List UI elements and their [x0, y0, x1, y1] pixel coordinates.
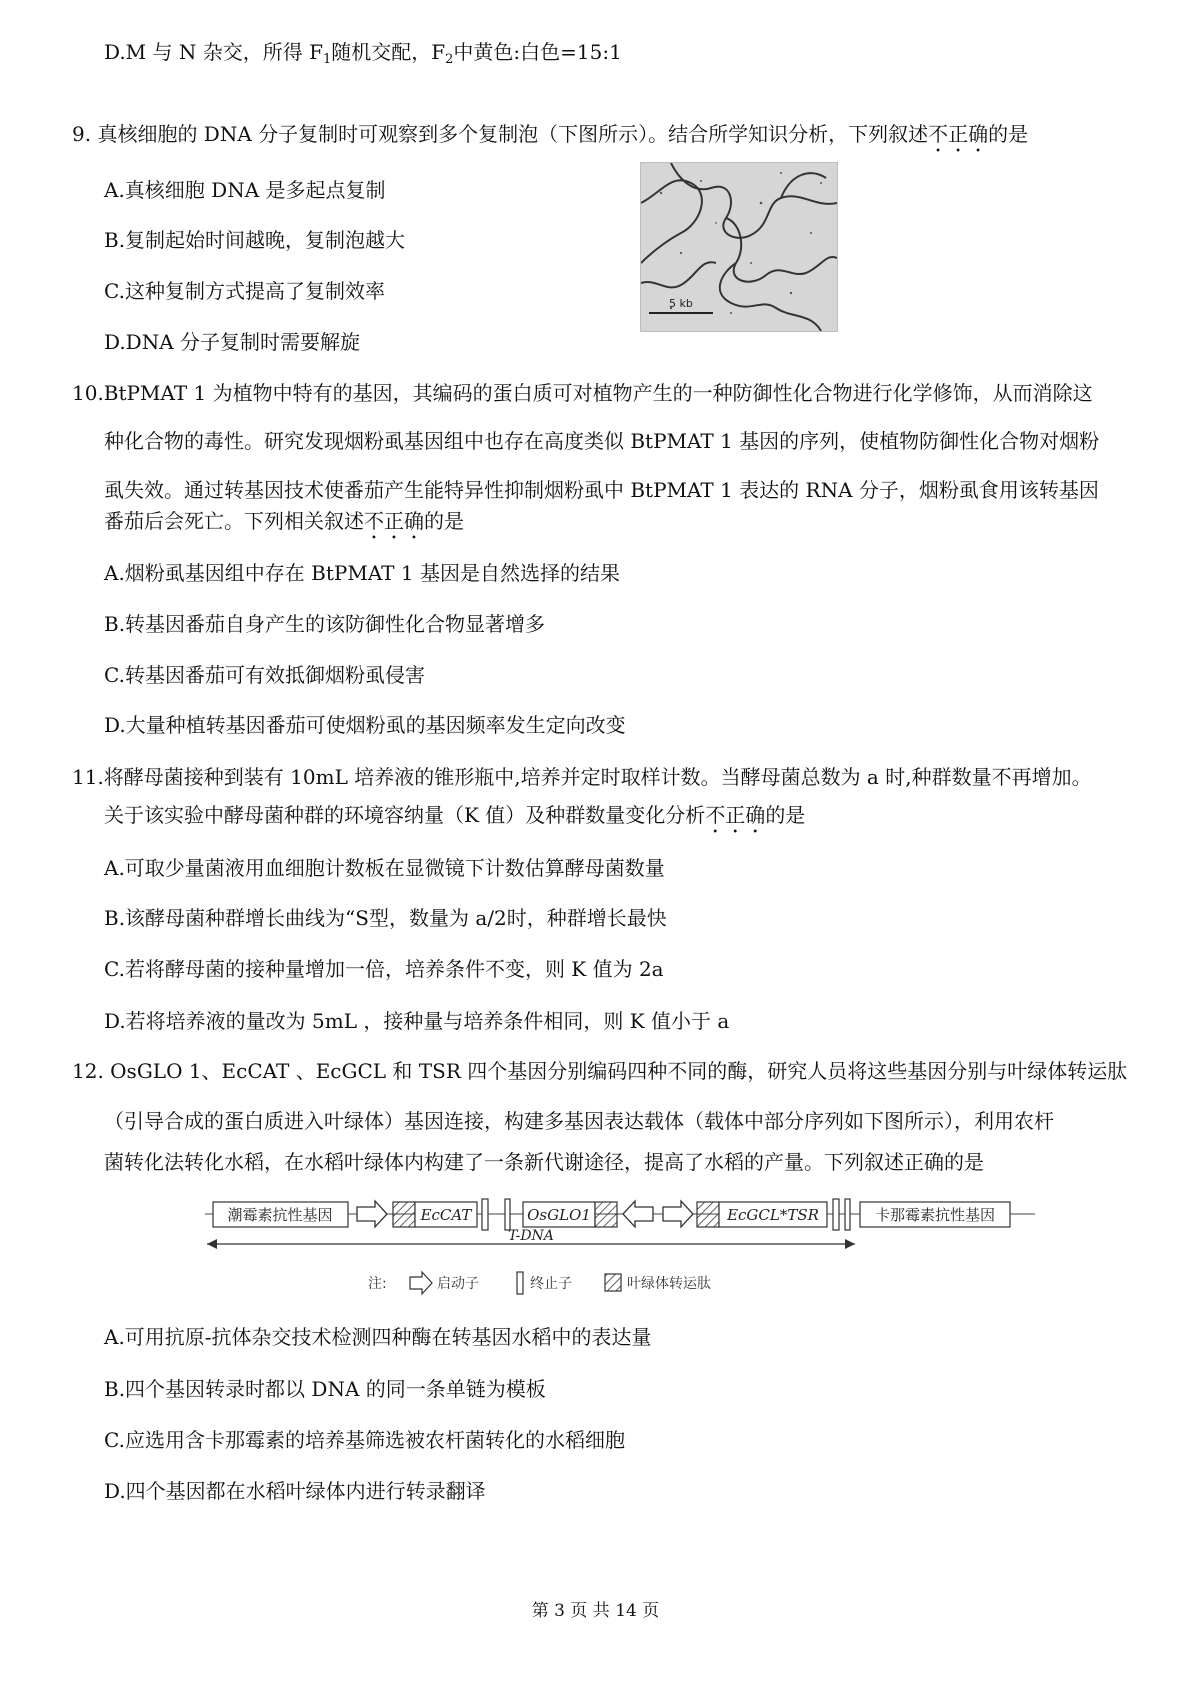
q9-option-c: C.这种复制方式提高了复制效率 — [104, 279, 385, 303]
q10-stem-emphasis: 不正确 — [364, 509, 424, 533]
legend-promoter-label: 启动子 — [437, 1276, 479, 1292]
q11-stem-line-1: 11.将酵母菌接种到装有 10mL 培养液的锥形瓶中,培养并定时取样计数。当酵母菌总数为 a 时,种群数量不再增加。 — [72, 765, 1092, 789]
q10-stem-tail: 的是 — [424, 509, 464, 533]
q12-stem-line-1: 12. OsGLO 1、EcCAT 、EcGCL 和 TSR 四个基因分别编码四种不同的酶，研究人员将这些基因分别与叶绿体转运肽 — [72, 1059, 1128, 1083]
promoter-arrow-icon — [623, 1201, 653, 1227]
q11-stem-line-2 — [104, 801, 805, 838]
eccat-label: EcCAT — [420, 1206, 472, 1224]
q10-option-b: B.转基因番茄自身产生的该防御性化合物显著增多 — [104, 612, 546, 636]
page-footer: 第 3 页 共 14 页 — [531, 1601, 660, 1621]
q11-option-d: D.若将培养液的量改为 5mL ，接种量与培养条件相同，则 K 值小于 a — [104, 1009, 730, 1033]
q11-stem-emphasis: 不正确 — [705, 803, 766, 827]
ecgcl-tsr-label: EcGCL*TSR — [727, 1206, 819, 1224]
q8-option-d — [104, 38, 622, 74]
q8-option-d-text-2: 随机交配，F — [331, 40, 446, 64]
terminator-icon — [833, 1199, 839, 1230]
q8-option-d-text: D.M 与 N 杂交，所得 F — [104, 40, 323, 64]
legend-note: 注: — [368, 1276, 387, 1292]
expression-vector-diagram — [205, 1192, 1035, 1302]
arrow-left-icon — [207, 1239, 217, 1249]
q11-option-a: A.可取少量菌液用血细胞计数板在显微镜下计数估算酵母菌数量 — [104, 856, 665, 880]
q12-stem-line-3: 菌转化法转化水稻，在水稻叶绿体内构建了一条新代谢途径，提高了水稻的产量。下列叙述正确的是 — [104, 1150, 984, 1174]
q11-stem-tail: 的是 — [765, 803, 806, 827]
q12-stem-line-2: （引导合成的蛋白质进入叶绿体）基因连接，构建多基因表达载体（载体中部分序列如下图所示），利用农杆 — [104, 1109, 1054, 1133]
transit-peptide-hatch-icon — [393, 1202, 415, 1227]
q11-stem-text: 关于该实验中酵母菌种群的环境容纳量（K 值）及种群数量变化分析 — [104, 803, 706, 827]
q10-stem-line-2: 种化合物的毒性。研究发现烟粉虱基因组中也存在高度类似 BtPMAT 1 基因的序列，使植物防御性化合物对烟粉 — [104, 429, 1100, 453]
q9-stem-tail: 的是 — [988, 122, 1029, 146]
transit-peptide-hatch-icon — [697, 1202, 719, 1227]
q10-option-a: A.烟粉虱基因组中存在 BtPMAT 1 基因是自然选择的结果 — [104, 561, 620, 585]
transit-peptide-hatch-icon — [595, 1202, 617, 1227]
scale-bar-label: 5 kb — [669, 297, 693, 310]
q9-stem-emphasis: 不正确 — [928, 122, 989, 146]
q9-option-a: A.真核细胞 DNA 是多起点复制 — [104, 178, 386, 202]
terminator-icon — [845, 1199, 850, 1230]
q11-option-c: C.若将酵母菌的接种量增加一倍，培养条件不变，则 K 值为 2a — [104, 957, 664, 981]
t-dna-label: T-DNA — [508, 1228, 554, 1244]
kanamycin-resistance-gene — [860, 1202, 1010, 1227]
terminator-icon — [505, 1199, 510, 1230]
q9-option-d: D.DNA 分子复制时需要解旋 — [104, 330, 361, 354]
kanamycin-label: 卡那霉素抗性基因 — [874, 1206, 996, 1224]
q10-stem-line-4 — [104, 507, 464, 544]
subscript-f1: 1 — [322, 52, 332, 67]
q12-option-d: D.四个基因都在水稻叶绿体内进行转录翻译 — [104, 1479, 486, 1503]
q11-option-b: B.该酵母菌种群增长曲线为“S型，数量为 a/2时，种群增长最快 — [104, 906, 667, 930]
micrograph-image — [641, 163, 837, 331]
replication-bubble-micrograph — [640, 162, 838, 332]
q10-stem-text: 番茄后会死亡。下列相关叙述 — [104, 509, 364, 533]
hygromycin-resistance-gene — [213, 1202, 348, 1227]
subscript-f2: 2 — [445, 52, 454, 67]
hygromycin-label: 潮霉素抗性基因 — [227, 1206, 333, 1224]
q9-stem — [72, 120, 1028, 157]
vector-svg — [205, 1192, 1035, 1302]
q10-stem-line-3: 虱失效。通过转基因技术使番茄产生能特异性抑制烟粉虱中 BtPMAT 1 表达的 RNA 分子，烟粉虱食用该转基因 — [104, 478, 1099, 502]
q9-stem-text: 9. 真核细胞的 DNA 分子复制时可观察到多个复制泡（下图所示）。结合所学知识分析，下列叙述 — [72, 122, 929, 146]
terminator-icon — [482, 1199, 488, 1230]
legend-promoter-icon — [410, 1272, 432, 1294]
legend-peptide-label: 叶绿体转运肽 — [627, 1276, 711, 1292]
legend-peptide-icon — [605, 1274, 621, 1291]
q9-option-b: B.复制起始时间越晚，复制泡越大 — [104, 228, 406, 252]
promoter-arrow-icon — [357, 1201, 387, 1227]
q8-option-d-text-3: 中黄色:白色=15:1 — [453, 40, 622, 64]
promoter-arrow-icon — [663, 1201, 693, 1227]
arrow-right-icon — [845, 1239, 855, 1249]
legend-terminator-label: 终止子 — [530, 1276, 572, 1292]
q12-option-a: A.可用抗原-抗体杂交技术检测四种酶在转基因水稻中的表达量 — [104, 1325, 652, 1349]
osglo1-label: OsGLO1 — [527, 1206, 591, 1224]
q12-option-c: C.应选用含卡那霉素的培养基筛选被农杆菌转化的水稻细胞 — [104, 1428, 625, 1452]
q10-option-d: D.大量种植转基因番茄可使烟粉虱的基因频率发生定向改变 — [104, 713, 626, 737]
q10-stem-line-1: 10.BtPMAT 1 为植物中特有的基因，其编码的蛋白质可对植物产生的一种防御性化合物进行化学修饰，从而消除这 — [72, 381, 1093, 405]
q12-option-b: B.四个基因转录时都以 DNA 的同一条单链为模板 — [104, 1377, 546, 1401]
legend-terminator-icon — [517, 1272, 523, 1294]
q10-option-c: C.转基因番茄可有效抵御烟粉虱侵害 — [104, 663, 425, 687]
